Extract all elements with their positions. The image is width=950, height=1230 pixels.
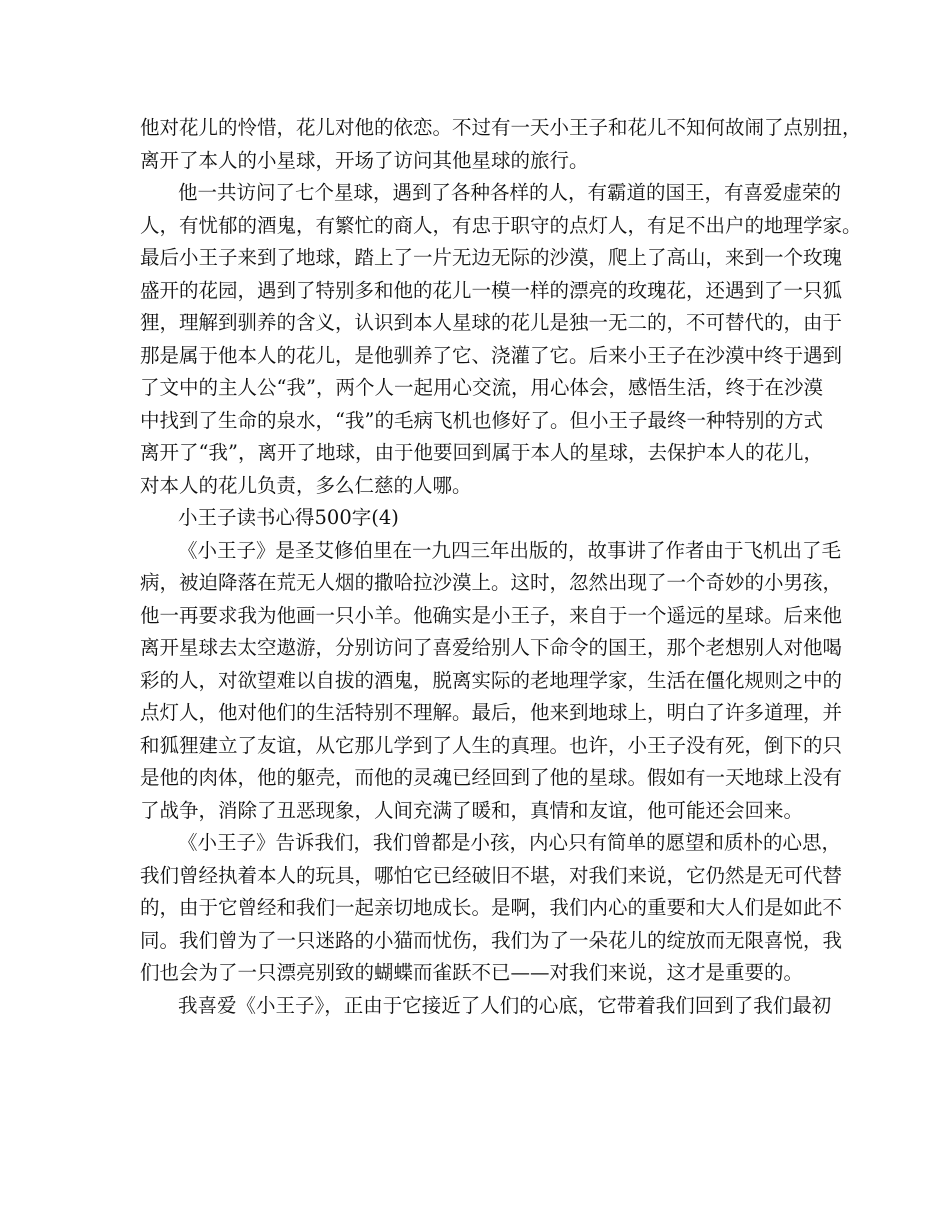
text-line: 和狐狸建立了友谊，从它那儿学到了人生的真理。也许，小王子没有死，倒下的只 — [140, 733, 843, 757]
text-line: 们也会为了一只漂亮别致的蝴蝶而雀跃不已——对我们来说，这才是重要的。 — [140, 961, 804, 984]
text-line: 的，由于它曾经和我们一起亲切地成长。是啊，我们内心的重要和大人们是如此不 — [140, 896, 843, 919]
text-line: 中找到了生命的泉水，“我”的毛病飞机也修好了。但小王子最终一种特别的方式 — [140, 408, 823, 432]
text-line: 他一共访问了七个星球，遇到了各种各样的人，有霸道的国王，有喜爱虚荣的 — [178, 181, 842, 204]
text-line: 他对花儿的怜惜，花儿对他的依恋。不过有一天小王子和花儿不知何故闹了点别扭， — [140, 116, 862, 139]
text-line: 我们曾经执着本人的玩具，哪怕它已经破旧不堪，对我们来说，它仍然是无可代替 — [140, 863, 843, 887]
text-line: 盛开的花园，遇到了特别多和他的花儿一模一样的漂亮的玫瑰花，还遇到了一只狐 — [140, 278, 843, 302]
text-line: 点灯人，他对他们的生活特别不理解。最后，他来到地球上，明白了许多道理，并 — [140, 701, 843, 724]
text-line: 对本人的花儿负责，多么仁慈的人哪。 — [140, 473, 472, 497]
text-line: 《小王子》告诉我们，我们曾都是小孩，内心只有简单的愿望和质朴的心思， — [178, 831, 842, 854]
text-line: 我喜爱《小王子》，正由于它接近了人们的心底，它带着我们回到了我们最初 — [178, 993, 832, 1017]
text-line: 病，被迫降落在荒无人烟的撒哈拉沙漠上。这时，忽然出现了一个奇妙的小男孩， — [140, 571, 843, 594]
text-line: 彩的人，对欲望难以自拔的酒鬼，脱离实际的老地理学家，生活在僵化规则之中的 — [140, 668, 843, 692]
text-line: 人，有忧郁的酒鬼，有繁忙的商人，有忠于职守的点灯人，有足不出户的地理学家。 — [140, 213, 862, 237]
text-line: 那是属于他本人的花儿，是他驯养了它、浇灌了它。后来小王子在沙漠中终于遇到 — [140, 343, 843, 367]
text-line: 他一再要求我为他画一只小羊。他确实是小王子，来自于一个遥远的星球。后来他 — [140, 603, 843, 627]
text-line: 狸，理解到驯养的含义，认识到本人星球的花儿是独一无二的，不可替代的，由于 — [140, 311, 843, 334]
text-line: 离开了“我”，离开了地球，由于他要回到属于本人的星球，去保护本人的花儿， — [140, 441, 823, 464]
text-line: 最后小王子来到了地球，踏上了一片无边无际的沙漠，爬上了高山，来到一个玫瑰 — [140, 246, 843, 269]
text-line: 离开星球去太空遨游，分别访问了喜爱给别人下命令的国王，那个老想别人对他喝 — [140, 636, 843, 659]
text-line: 同。我们曾为了一只迷路的小猫而忧伤，我们为了一朵花儿的绽放而无限喜悦，我 — [140, 928, 843, 952]
text-line: 是他的肉体，他的躯壳，而他的灵魂已经回到了他的星球。假如有一天地球上没有 — [140, 766, 843, 789]
text-line: 《小王子》是圣艾修伯里在一九四三年出版的，故事讲了作者由于飞机出了毛 — [178, 538, 842, 562]
text-line: 了战争，消除了丑恶现象，人间充满了暖和，真情和友谊，他可能还会回来。 — [140, 798, 804, 822]
text-line: 了文中的主人公“我”，两个人一起用心交流，用心体会，感悟生活，终于在沙漠 — [140, 376, 823, 399]
text-line: 小王子读书心得500字(4) — [178, 506, 399, 529]
text-line: 离开了本人的小星球，开场了访问其他星球的旅行。 — [140, 148, 589, 172]
document-body — [140, 112, 862, 1022]
